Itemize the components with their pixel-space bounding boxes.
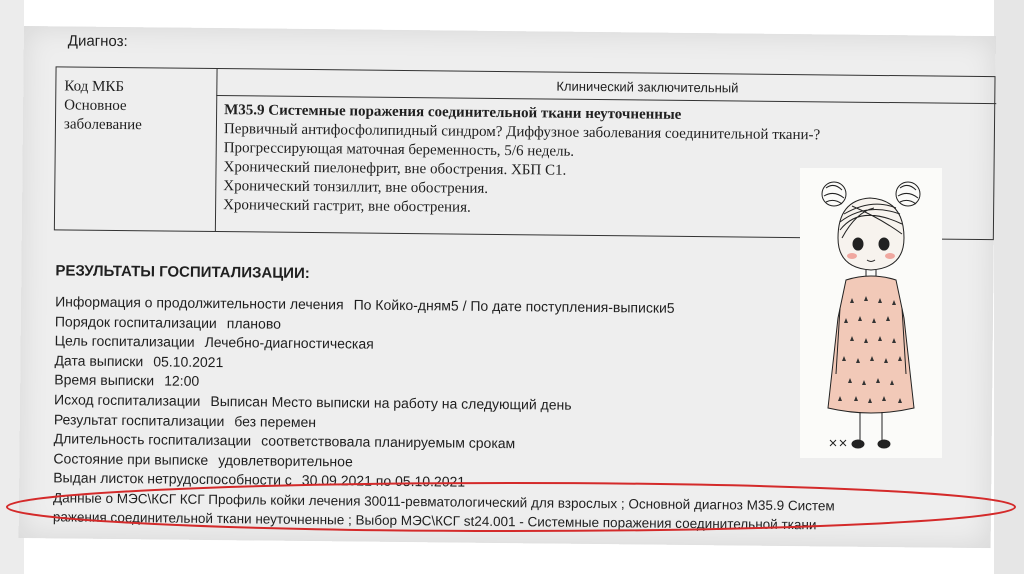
result-label: Результат госпитализации [53, 410, 225, 429]
diagnosis-main-line: М35.9 Системные поражения соединительной ткани неуточненные [224, 102, 682, 123]
result-label: Длительность госпитализации [53, 430, 252, 449]
result-value: По Койко-дням5 / По дате поступления-выписки5 [353, 296, 675, 316]
diagnosis-line: Первичный антифосфолипидный синдром? Диффузное заболевания соединительной ткани-? [223, 121, 821, 144]
result-label: Исход госпитализации [54, 391, 201, 409]
result-value: 30.09.2021 по 05.10.2021 [301, 472, 466, 490]
diagnosis-text [223, 101, 820, 221]
icd-code-cell [64, 77, 143, 135]
results-title: РЕЗУЛЬТАТЫ ГОСПИТАЛИЗАЦИИ: [55, 262, 310, 283]
result-label: Состояние при выписке [53, 450, 209, 468]
result-label: Дата выписки [54, 352, 144, 370]
result-value: без перемен [234, 412, 317, 430]
result-value: планово [226, 314, 282, 332]
result-value: Выписан Место выписки на работу на следующий день [210, 392, 572, 413]
result-label: Выдан листок нетрудоспособности с [53, 469, 292, 489]
result-value: Лечебно-диагностическая [204, 334, 374, 352]
girl-illustration [800, 168, 942, 458]
diagnosis-line: Хронический тонзиллит, вне обострения. [223, 178, 489, 197]
diagnosis-line: Хронический гастрит, вне обострения. [223, 197, 471, 216]
diagnosis-line: Прогрессирующая маточная беременность, 5/6 недель. [223, 140, 575, 160]
icd-label: Основное [64, 97, 127, 115]
diagnosis-line: Хронический пиелонефрит, вне обострения. ХБП С1. [223, 159, 567, 179]
diagnosis-label: Диагноз: [67, 32, 128, 51]
results-list [53, 292, 675, 494]
result-label: Информация о продолжительности лечения [55, 293, 344, 313]
result-value: удовлетворительное [218, 451, 353, 470]
result-value: соответствовала планируемым срокам [261, 432, 516, 452]
table-header-clinical: Клинический заключительный [556, 78, 739, 96]
result-value: 12:00 [164, 372, 200, 390]
mes-line: ражения соединительной ткани неуточненные ; Выбор МЭС\КСГ st24.001 - Системные поражения соединительной ткани [52, 509, 817, 533]
result-label: Порядок госпитализации [54, 312, 217, 331]
red-highlight-ellipse [4, 480, 1018, 534]
icd-label: заболевание [63, 116, 142, 134]
result-label: Время выписки [54, 371, 155, 389]
table-column-divider [215, 69, 218, 231]
result-label: Цель госпитализации [54, 332, 195, 350]
result-value: 05.10.2021 [153, 353, 224, 370]
icd-label: Код МКБ [64, 78, 125, 96]
mes-line: Данные о МЭС\КСГ КСГ Профиль койки лечения 30011-ревматологический для взрослых ; Основной диагноз М35.9 Систем [52, 490, 835, 514]
